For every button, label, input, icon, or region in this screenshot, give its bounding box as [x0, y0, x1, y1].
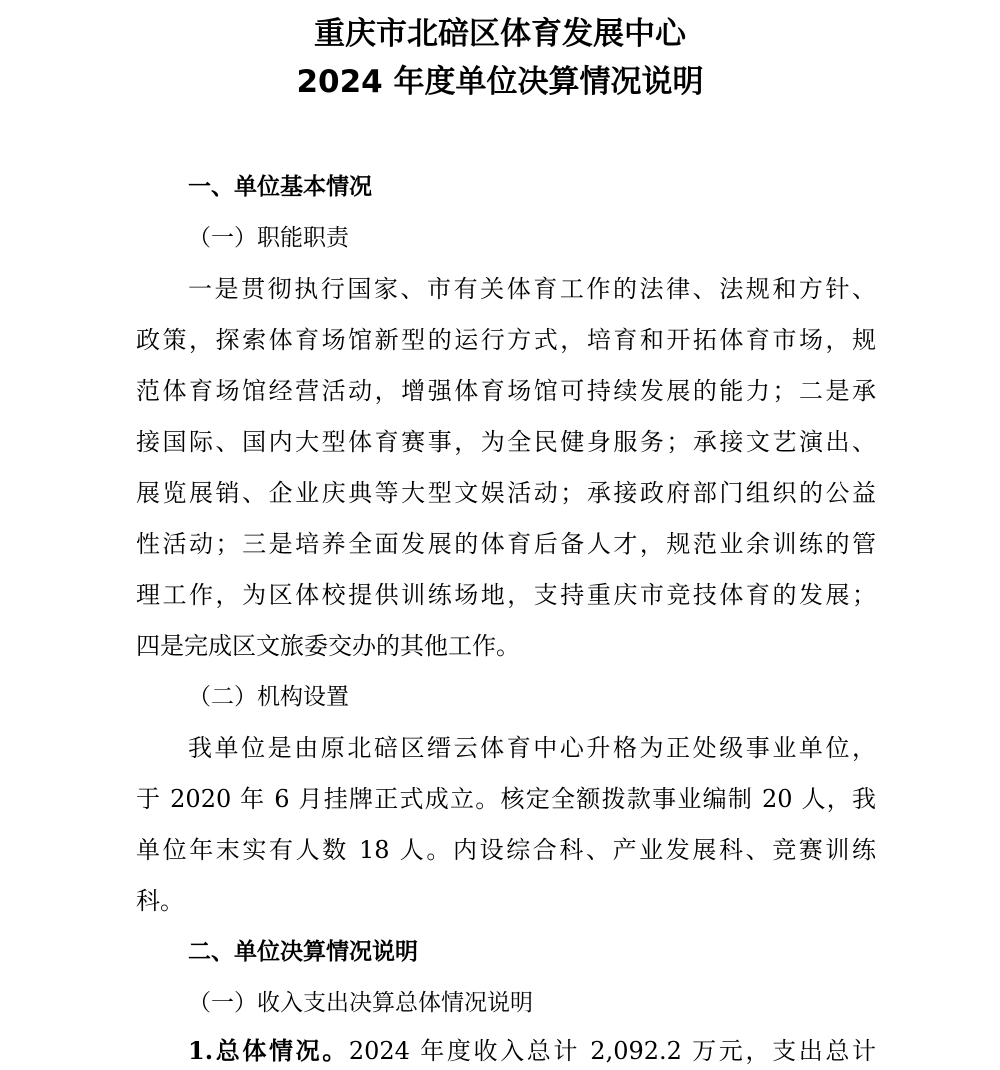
section-1-subheading-functions: （一）职能职责 — [188, 225, 349, 251]
paragraph-line: 于 2020 年 6 月挂牌正式成立。核定全额拨款事业编制 20 人，我 — [136, 785, 876, 813]
overall-text: 2024 年度收入总计 2,092.2 万元，支出总计 — [348, 1037, 876, 1065]
section-1-heading: 一、单位基本情况 — [188, 174, 372, 200]
document-title-line-2: 2024 年度单位决算情况说明 — [296, 64, 704, 100]
paragraph-line: 范体育场馆经营活动，增强体育场馆可持续发展的能力；二是承 — [136, 377, 876, 405]
paragraph-line: 一是贯彻执行国家、市有关体育工作的法律、法规和方针、 — [188, 275, 876, 303]
paragraph-line: 接国际、国内大型体育赛事，为全民健身服务；承接文艺演出、 — [136, 428, 876, 456]
paragraph-line: 我单位是由原北碚区缙云体育中心升格为正处级事业单位， — [188, 734, 876, 762]
section-2-heading: 二、单位决算情况说明 — [188, 939, 418, 965]
paragraph-line: 四是完成区文旅委交办的其他工作。 — [136, 632, 520, 660]
paragraph-line: 科。 — [136, 887, 184, 915]
paragraph-line: 展览展销、企业庆典等大型文娱活动；承接政府部门组织的公益 — [136, 479, 876, 507]
section-1-subheading-organization: （二）机构设置 — [188, 684, 349, 710]
paragraph-line: 性活动；三是培养全面发展的体育后备人才，规范业余训练的管 — [136, 530, 876, 558]
paragraph-line: 理工作，为区体校提供训练场地，支持重庆市竞技体育的发展； — [136, 581, 876, 609]
paragraph-line: 政策，探索体育场馆新型的运行方式，培育和开拓体育市场，规 — [136, 326, 876, 354]
overall-label: 1.总体情况。 — [188, 1036, 349, 1065]
paragraph-line: 单位年末实有人数 18 人。内设综合科、产业发展科、竞赛训练 — [136, 836, 876, 864]
paragraph-line-overall — [188, 1034, 876, 1068]
document-title-line-1: 重庆市北碚区体育发展中心 — [314, 16, 686, 52]
section-2-subheading-summary: （一）收入支出决算总体情况说明 — [188, 990, 533, 1016]
